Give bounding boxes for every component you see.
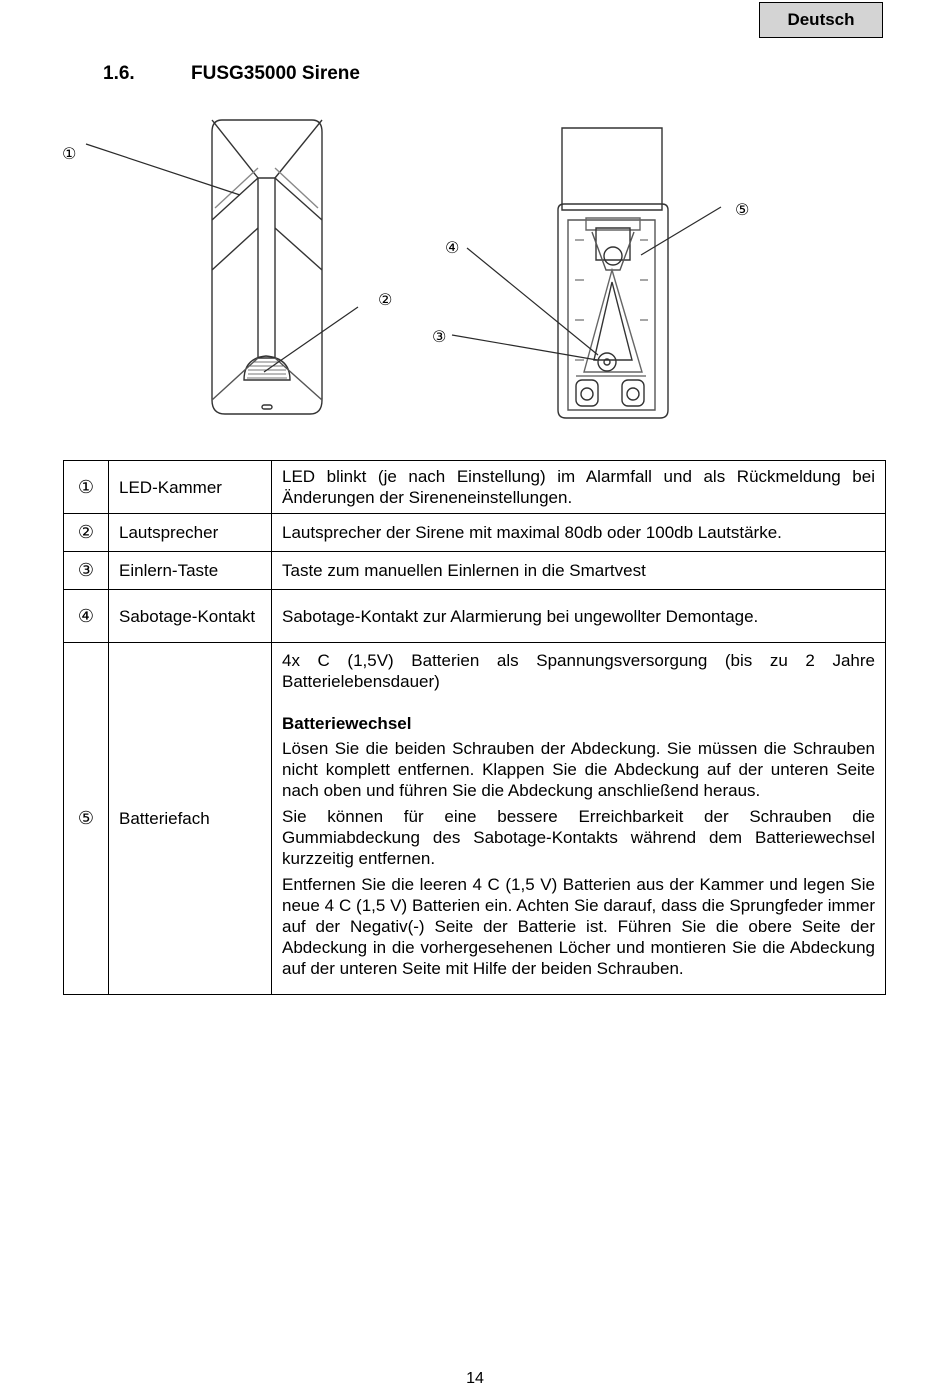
parts-table <box>63 460 886 995</box>
part-name: LED-Kammer <box>109 461 272 514</box>
table-row <box>64 514 886 552</box>
row-marker: ③ <box>64 552 109 590</box>
siren-back-view <box>558 128 668 418</box>
battery-change-step: Sie können für eine bessere Erreichbarkeit der Schrauben die Gummiabdeckung des Sabotage-Kontakts während dem Batteriewechsel kurzzeitig entfernen. <box>282 807 875 868</box>
battery-change-step: Entfernen Sie die leeren 4 C (1,5 V) Batterien aus der Kammer und legen Sie neue 4 C (1,5 V) Batterien ein. Achten Sie darauf, dass die Sprungfeder immer auf der Negativ(-) Seite der Batterie ist. Führen Sie die obere Seite der Abdeckung in die vorhergesehenen Löcher und montieren Sie die Abdeckung auf der unteren Seite mit Hilfe der beiden Schrauben. <box>282 875 875 978</box>
part-description: Lautsprecher der Sirene mit maximal 80db oder 100db Lautstärke. <box>272 514 886 552</box>
row-marker: ② <box>64 514 109 552</box>
battery-change-step: Lösen Sie die beiden Schrauben der Abdeckung. Sie müssen die Schrauben nicht komplett entfernen. Klappen Sie die Abdeckung auf der unteren Seite nach oben und führen Sie die Abdeckung anschließend heraus. <box>282 739 875 800</box>
battery-change-heading: Batteriewechsel <box>282 714 412 733</box>
part-name: Batteriefach <box>109 643 272 995</box>
battery-summary: 4x C (1,5V) Batterien als Spannungsversorgung (bis zu 2 Jahre Batterielebensdauer) <box>282 651 875 691</box>
page-number: 14 <box>466 1370 484 1387</box>
row-marker: ④ <box>64 590 109 643</box>
table-row <box>64 590 886 643</box>
section-number: 1.6. <box>103 63 135 84</box>
callout-2: ② <box>378 290 393 309</box>
part-name: Lautsprecher <box>109 514 272 552</box>
callout-3: ③ <box>432 327 447 346</box>
table-row <box>64 461 886 514</box>
part-name: Sabotage-Kontakt <box>109 590 272 643</box>
siren-illustration <box>0 100 950 440</box>
table-row <box>64 552 886 590</box>
callout-4: ④ <box>445 238 460 257</box>
part-description <box>272 643 886 995</box>
table-row <box>64 643 886 995</box>
callout-1: ① <box>62 144 77 163</box>
part-description: LED blinkt (je nach Einstellung) im Alarmfall und als Rückmeldung bei Änderungen der Sireneneinstellungen. <box>272 461 886 514</box>
row-marker: ⑤ <box>64 643 109 995</box>
siren-figure <box>0 100 950 440</box>
part-name: Einlern-Taste <box>109 552 272 590</box>
part-description: Taste zum manuellen Einlernen in die Smartvest <box>272 552 886 590</box>
row-marker: ① <box>64 461 109 514</box>
section-title: FUSG35000 Sirene <box>191 63 360 84</box>
language-badge: Deutsch <box>759 2 883 38</box>
part-description: Sabotage-Kontakt zur Alarmierung bei ungewollter Demontage. <box>272 590 886 643</box>
callout-5: ⑤ <box>735 200 750 219</box>
